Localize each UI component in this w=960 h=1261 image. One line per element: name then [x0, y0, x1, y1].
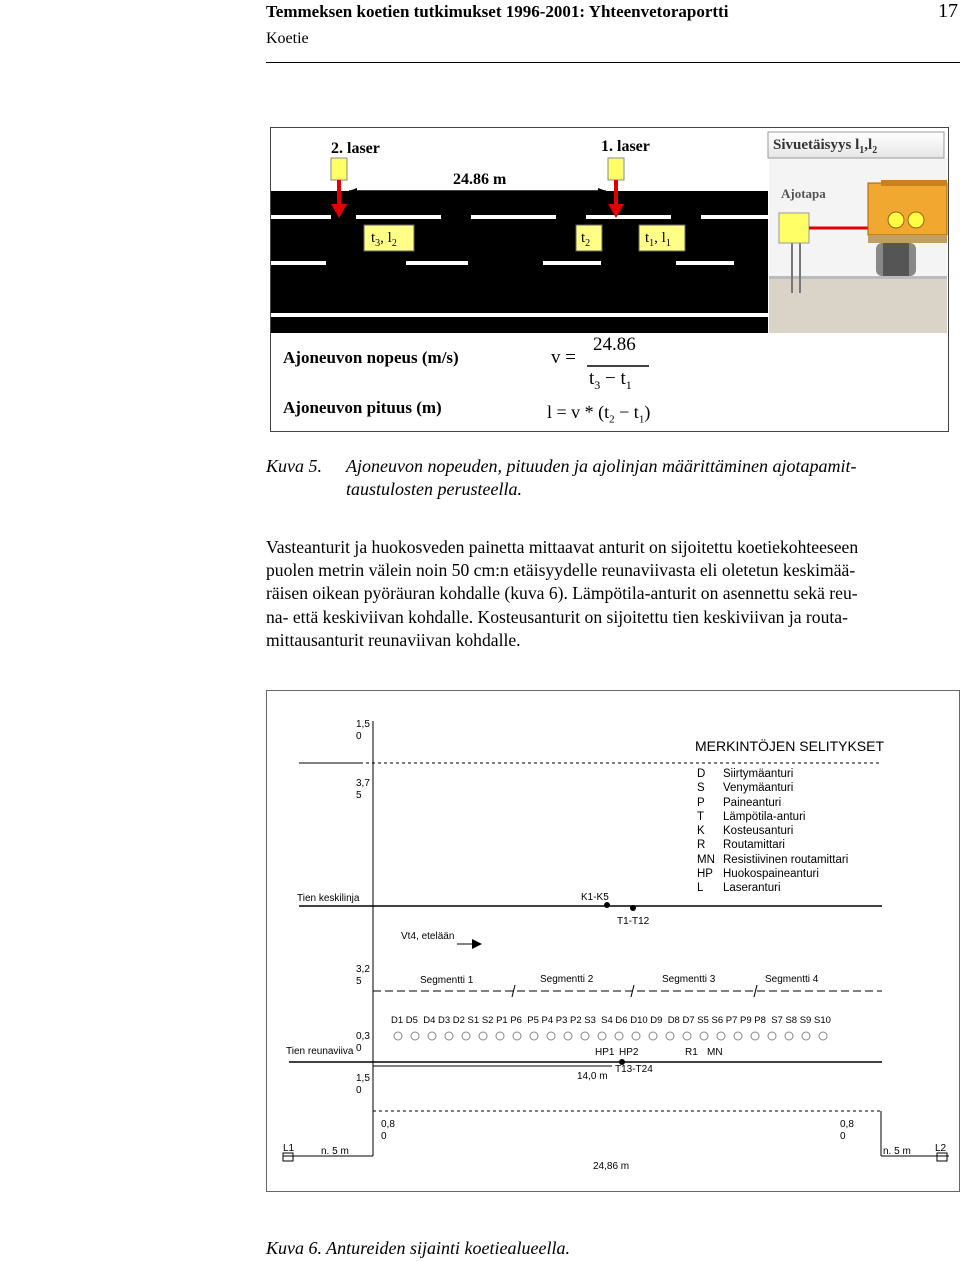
- t2-label: $t_2$: [581, 230, 591, 249]
- dim-1-50: 1,5 0: [356, 1073, 370, 1096]
- t1t12-label: T1-T12: [617, 916, 650, 927]
- t1-label: $t_1$, $l_1$: [645, 230, 671, 249]
- l2-marker: [937, 1153, 947, 1161]
- speed-denominator: $t_3 - t_1$: [589, 368, 632, 392]
- n5-right-label: n. 5 m: [883, 1146, 911, 1157]
- dim-0-80-left: 0,8 0: [381, 1119, 395, 1142]
- sensor-layout-diagram: [267, 691, 959, 1191]
- speed-numerator: 24.86: [593, 334, 636, 355]
- body-paragraph: [266, 536, 956, 652]
- page-number: 17: [938, 0, 958, 22]
- dim-1-5: 1,5 0: [356, 719, 370, 742]
- segment-4-label: Segmentti 4: [765, 974, 819, 985]
- t1t12-marker: [630, 905, 636, 911]
- tien-keskilinja-label: Tien keskilinja: [297, 893, 360, 904]
- legend-item: HP Huokospaineanturi: [697, 868, 819, 881]
- length-formula: $l = v * (t_2 - t_1)$: [547, 402, 651, 426]
- figure5-caption-line2: taustulosten perusteella.: [346, 479, 522, 499]
- legend-item: D Siirtymäanturi: [697, 768, 794, 780]
- running-header-subtitle: Koetie: [266, 30, 309, 47]
- speed-equals: v =: [551, 347, 576, 368]
- mn-label: MN: [707, 1047, 723, 1058]
- direction-arrow: [472, 939, 482, 949]
- paragraph-line: räisen oikean pyöräuran kohdalle (kuva 6). Lämpötila-anturit on asennettu sekä reu-: [266, 583, 858, 604]
- t3-label: $t_3$, $l_2$: [371, 230, 397, 249]
- ajotapa-label: Ajotapa: [781, 186, 826, 201]
- running-header-title: Temmeksen koetien tutkimukset 1996-2001: Yhteenvetoraportti: [266, 2, 729, 21]
- paragraph-line: puolen metrin välein noin 50 cm:n etäisyydelle reunaviivasta eli oletetun keskimää-: [266, 560, 856, 581]
- paragraph-line: Vasteanturit ja huokosveden painetta mittaavat anturit on sijoitettu koetiekohteeseen: [266, 537, 859, 557]
- legend-item: T Lämpötila-anturi: [697, 810, 806, 823]
- legend-item: L Laseranturi: [697, 882, 781, 895]
- road-edge-line: [271, 313, 768, 317]
- segment-2-label: Segmentti 2: [540, 974, 594, 985]
- paragraph-line: mittausanturit reunaviivan kohdalle.: [266, 629, 521, 650]
- dim-0-30: 0,3 0: [356, 1031, 370, 1054]
- sensor-circles: [394, 1032, 827, 1040]
- legend-item: S Venymäanturi: [697, 782, 794, 795]
- t13t24-label: T13-T24: [615, 1064, 653, 1075]
- figure-laser-measurement: [270, 127, 949, 432]
- k1k5-label: K1-K5: [581, 892, 609, 903]
- dim-0-80-right: 0,8 0: [840, 1119, 854, 1142]
- header-rule: [266, 62, 960, 63]
- n5-left-label: n. 5 m: [321, 1146, 349, 1157]
- figure-sensor-layout: [266, 690, 960, 1192]
- r1-label: R1: [685, 1047, 698, 1058]
- legend: [697, 767, 848, 896]
- vt4-direction-label: Vt4, etelään: [401, 931, 455, 942]
- l1-marker: [283, 1153, 293, 1161]
- dim-3-75: 3,7 5: [356, 778, 370, 801]
- segment-1-label: Segmentti 1: [420, 975, 474, 986]
- legend-title: MERKINTÖJEN SELITYKSET: [695, 738, 885, 754]
- sensor-row-label: D1 D5 D4 D3 D2 S1 S2 P1 P6 P5 P4 P3 P2 S3 S4 D6 D10 D9 D8 D7 S5 S6 P7 P9 P8 S7 S8 S9 S10: [391, 1015, 831, 1026]
- figure5-label: Kuva 5.: [266, 456, 322, 476]
- hp2-label: HP2: [619, 1047, 639, 1058]
- legend-item: MN Resistiivinen routamittari: [697, 853, 849, 866]
- l2-label: L2: [935, 1143, 947, 1154]
- hp1-label: HP1: [595, 1047, 615, 1058]
- legend-item: K Kosteusanturi: [697, 825, 794, 838]
- legend-item: R Routamittari: [697, 839, 785, 852]
- distance-label: 24.86 m: [453, 171, 507, 188]
- figure6-caption: Kuva 6. Antureiden sijainti koetiealueella.: [266, 1238, 570, 1258]
- tien-reunaviiva-label: Tien reunaviiva: [286, 1046, 354, 1057]
- paragraph-line: na- että keskiviivan kohdalle. Kosteusanturit on sijoitettu tien keskiviivan ja routa-: [266, 606, 848, 627]
- ajotapa-picture: [769, 158, 947, 333]
- dist-14-label: 14,0 m: [577, 1071, 608, 1082]
- laser1-label: 1. laser: [601, 138, 650, 155]
- laser2-label: 2. laser: [331, 140, 380, 157]
- length-label: Ajoneuvon pituus (m): [283, 398, 442, 417]
- legend-item: P Paineanturi: [697, 796, 782, 809]
- l1-label: L1: [283, 1143, 295, 1154]
- sivuetaisyys-label: Sivuetäisyys $l_1,l_2$: [773, 137, 878, 156]
- dist-24-86-label: 24,86 m: [593, 1161, 630, 1172]
- dim-3-25: 3,2 5: [356, 964, 370, 987]
- speed-label: Ajoneuvon nopeus (m/s): [283, 348, 459, 367]
- figure5-caption-line1: Ajoneuvon nopeuden, pituuden ja ajolinjan määrittäminen ajotapamit-: [346, 456, 857, 476]
- segment-3-label: Segmentti 3: [662, 974, 716, 985]
